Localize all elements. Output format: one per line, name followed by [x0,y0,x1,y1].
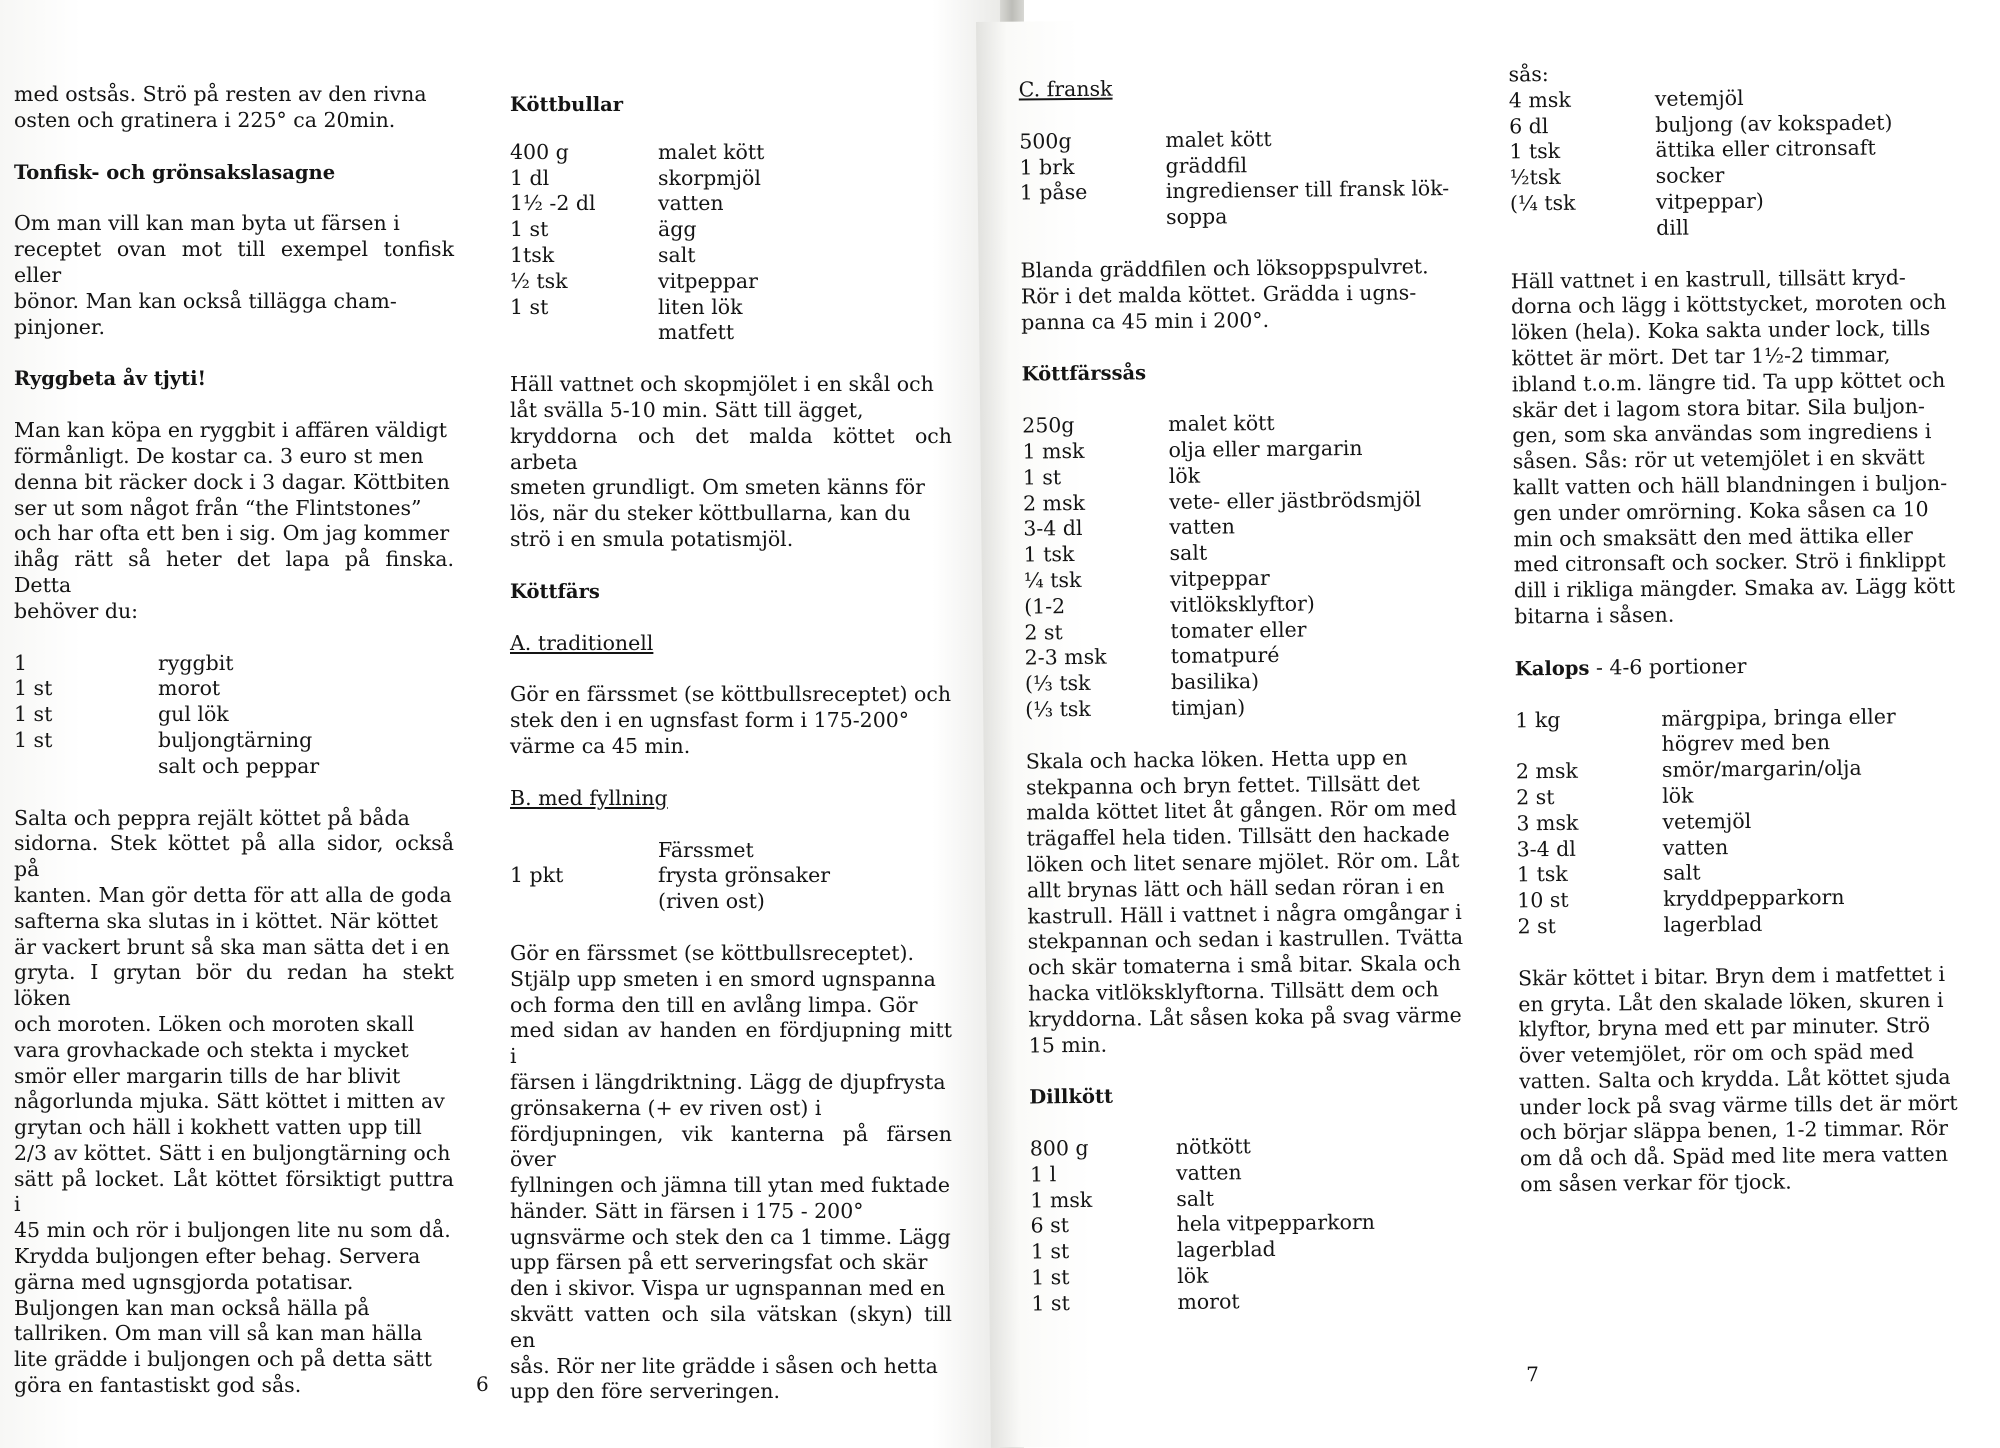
text-line: strö i en smula potatismjöl. [510,526,794,551]
ingredient-list [1515,703,1967,940]
text-line: Krydda buljongen efter behag. Servera [14,1244,421,1269]
ingredient-name: salt [1169,540,1208,566]
ingredient-name: (riven ost) [658,889,765,914]
ingredient-quantity: 2-3 msk [1024,645,1107,670]
ingredient-quantity: ½ tsk [510,268,568,293]
text-line: klyftor, bryna med ett par minuter. Strö [1518,1013,1931,1042]
ingredient-name: buljongtärning [158,727,313,752]
text-line: stekpannan och sedan i kastrullen. Tvätta [1027,925,1464,954]
ingredient-row [510,166,952,192]
ingredient-name: frysta grönsaker [658,863,831,888]
text-line: och skär tomaterna i små bitar. Skala och [1027,951,1461,980]
text-line: köttet är mört. Det tar 1½-2 timmar, [1511,342,1891,371]
ingredient-name: vetemjöl [1662,808,1752,834]
text-line: receptet ovan mot till exempel tonfisk eller [14,237,454,287]
tonfisk-text [14,211,454,340]
med-fyllning-method [510,941,952,1405]
text-line: såsen. Sås: rör ut vetemjölet i en skvätt [1512,445,1925,474]
ingredient-list [14,651,454,780]
text-line: gen, som ska användas som ingrediens i [1512,419,1932,448]
ingredient-name: vatten [1662,834,1729,860]
page-7 [976,11,2000,1448]
ingredient-quantity: (¼ tsk [1509,190,1576,216]
ingredient-quantity: 1 brk [1019,154,1075,180]
ingredient-name: malet kött [1165,126,1272,152]
text-line: Stjälp upp smeten i en smord ugnspanna [510,966,936,991]
text-line: 2/3 av köttet. Sätt i en buljongtärning och [14,1140,451,1165]
ingredient-quantity: 1 st [510,217,549,242]
text-line: sätt på locket. Låt köttet försiktigt puttra i [14,1166,454,1217]
text-line: bönor. Man kan också tillägga cham- [14,288,397,313]
text-line: med citronsaft och socker. Strö i finklippt [1513,548,1946,577]
text-line: och moroten. Löken och moroten skall [14,1011,415,1036]
text-line: under lock på svag värme tills det är mört [1519,1090,1958,1120]
text-line: sås. Rör ner lite grädde i såsen och hetta [510,1353,938,1378]
text-line: en gryta. Låt den skalade löken, skuren i [1518,987,1944,1016]
text-line: om då och då. Späd med lite mera vatten [1519,1142,1949,1171]
text-line: malda köttet litet åt gången. Rör om med [1026,796,1457,825]
ingredient-name: lagerblad [1663,911,1763,937]
ingredient-quantity: 1 l [1029,1162,1057,1187]
text-line: ibland t.o.m. längre tid. Ta upp köttet och [1511,367,1946,397]
ingredient-name: vete- eller jästbrödsmjöl [1168,486,1422,514]
ryggbeta-text [14,418,454,624]
text-line: om såsen verkar för tjock. [1520,1169,1792,1197]
ingredient-name: vitlöksklyftor) [1169,591,1315,617]
ingredient-name: vitpeppar) [1655,188,1764,214]
ingredient-quantity: 1 dl [510,165,550,190]
text-line: fyllningen och jämna till ytan med fuktade [510,1173,951,1198]
ingredient-name: vatten [1169,514,1236,540]
subtitle-fransk: C. fransk [1018,76,1113,102]
text-line: den i skivor. Vispa ur ugnspannan med en [510,1276,946,1301]
kalops-portions: - 4-6 portioner [1589,653,1747,680]
ingredient-row [1023,486,1463,516]
ingredient-quantity [510,889,658,915]
ingredient-name: malet kött [658,139,765,164]
page7-column-2 [1508,58,1970,1199]
text-line: ugnsvärme och stek den ca 1 timme. Lägg [510,1224,951,1249]
ingredient-name: gräddfil [1165,152,1248,178]
text-line: ihåg rätt så heter det lapa på finska. Detta [14,547,454,597]
ingredient-quantity [1510,216,1656,243]
ingredient-row [510,217,952,243]
ingredient-name: smör/margarin/olja [1661,755,1862,782]
ingredient-name: liten lök [658,294,743,319]
ingredient-quantity: 250g [1022,413,1075,438]
ingredient-name: lök [1177,1263,1209,1289]
page6-column-2 [510,92,952,1405]
ingredient-quantity: 1 tsk [1509,139,1561,164]
text-line: med ostsås. Strö på resten av den rivna [14,82,427,106]
fransk-method [1020,254,1461,336]
text-line: förmånligt. De kostar ca. 3 euro st men [14,443,424,468]
ingredient-quantity: 1 st [14,727,53,752]
dillkott-method [1511,264,1965,630]
text-line: skär det i lagom stora bitar. Sila buljon- [1511,393,1925,422]
ingredient-name: märgpipa, bringa eller [1661,703,1896,731]
text-line: grytan och häll i kokhett vatten upp till [14,1115,422,1140]
text-line: Blanda gräddfilen och löksoppspulvret. [1020,254,1429,283]
ingredient-row [1020,176,1460,206]
text-line: Salta och peppra rejält köttet på båda [14,805,410,830]
ingredient-quantity: 1 tsk [1023,542,1075,567]
ingredient-name: ryggbit [158,650,234,675]
text-line: och har ofta ett ben i sig. Om jag kommer [14,521,450,546]
recipe-title-kottfarssas: Köttfärssås [1021,361,1147,386]
ingredient-row [14,676,454,702]
text-line: 15 min. [1028,1032,1108,1058]
text-line: Rör i det malda köttet. Grädda i ugns- [1020,280,1417,309]
text-line: låt svälla 5-10 min. Sätt till ägget, [510,397,864,422]
ingredient-row [510,863,952,889]
text-line: Gör en färssmet (se köttbullsreceptet) och [510,682,952,707]
text-line: min och smaksätt den med ättika eller [1513,522,1913,551]
text-line: värme ca 45 min. [510,733,691,758]
text-line: Man kan köpa en ryggbit i affären väldigt [14,418,447,443]
text-line: Om man vill kan man byta ut färsen i [14,211,400,236]
text-line: löken (hela). Koka sakta under lock, tills [1511,316,1931,345]
ingredient-name: tomater eller [1170,617,1307,643]
ingredient-name: salt [1176,1186,1215,1211]
recipe-title-kottfars: Köttfärs [510,579,600,603]
ingredient-quantity: 1 st [1031,1290,1070,1316]
text-line: dill i rikliga mängder. Smaka av. Lägg kött [1513,573,1956,603]
ingredient-row [510,320,952,346]
ingredient-quantity [14,754,158,780]
ingredient-name: ingredienser till fransk lök- [1165,176,1450,204]
ingredient-quantity [510,838,658,864]
subtitle-traditionell: A. traditionell [510,630,654,655]
ingredient-name: vatten [658,191,724,216]
ingredient-quantity: 1 tsk [1516,862,1568,887]
text-line: löken och litet senare mjölet. Rör om. Låt [1026,847,1460,877]
ingredient-row [510,191,952,217]
ingredient-list [1509,84,1961,243]
text-line: och forma den till en avlång limpa. Gör [510,992,918,1017]
text-line: kanten. Man gör detta för att alla de goda [14,882,452,907]
ingredient-quantity: 3-4 dl [1516,836,1577,861]
ingredient-list [1019,125,1460,233]
text-line: färsen i längdriktning. Lägg de djupfrysta [510,1069,946,1094]
ingredient-quantity: 3-4 dl [1023,516,1083,541]
ingredient-quantity: 10 st [1517,887,1569,913]
ingredient-row [510,269,952,295]
ingredient-name: dill [1656,215,1690,240]
text-line: över vetemjölet, rör om och späd med [1518,1039,1915,1068]
kottfarssas-method [1026,745,1469,1059]
text-line: Gör en färssmet (se köttbullsreceptet). [510,940,915,965]
text-line: denna bit räcker dock i 3 dagar. Köttbiten [14,469,450,494]
ingredient-quantity: 1 st [1031,1265,1070,1290]
text-line: ser ut som något från “the Flintstones” [14,495,422,520]
text-line: fördjupningen, vik kanterna på färsen över [510,1121,952,1172]
ingredient-quantity: 2 st [1517,913,1556,939]
ingredient-row [510,838,952,864]
ingredient-name: högrev med ben [1661,730,1831,757]
ingredient-name: skorpmjöl [658,165,761,190]
ingredient-quantity: 4 msk [1508,87,1571,113]
ingredient-quantity [510,320,658,346]
text-line: sidorna. Stek köttet på alla sidor, också på [14,831,454,882]
ingredient-row [510,295,952,321]
subtitle-med-fyllning: B. med fyllning [510,785,668,810]
ingredient-name: basilika) [1170,669,1260,695]
page6-column-1 [14,82,454,1399]
text-line: grönsakerna (+ ev riven ost) i [510,1095,822,1120]
ingredient-quantity: 1 st [14,702,53,727]
ingredient-quantity: ½tsk [1509,165,1561,190]
sas-label: sås: [1508,62,1549,87]
text-line: lös, när du steker köttbullarna, kan du [510,501,911,526]
ingredient-quantity: 2 st [1516,784,1555,810]
text-line: kallt vatten och häll blandningen i buljon- [1512,470,1948,500]
page-number: 7 [1526,1362,1540,1387]
traditionell-text [510,682,952,759]
ingredient-name: Färssmet [658,837,754,862]
text-line: hacka vitlöksklyftorna. Tillsätt dem och [1028,977,1439,1006]
ingredient-row [14,728,454,754]
ingredient-list [1030,1132,1472,1317]
ingredient-name: nötkött [1175,1134,1251,1160]
text-line: kryddorna. Låt såsen koka på svag värme [1028,1002,1462,1032]
text-line: vatten. Salta och krydda. Låt köttet sjuda [1518,1064,1951,1094]
text-line: allt brynas lätt och häll sedan röran i en [1026,873,1445,903]
text-line: smeten grundligt. Om smeten känns för [510,475,925,500]
kalops-title: Kalops [1514,656,1590,681]
ingredient-row [14,651,454,677]
text-line: stekpanna och bryn fettet. Tillsätt det [1025,770,1420,800]
text-line: upp den före serveringen. [510,1379,781,1404]
ingredient-row [1031,1287,1471,1317]
text-line: vara grovhackade och stekta i mycket [14,1037,409,1062]
text-line: panna ca 45 min i 200°. [1021,307,1270,335]
page7-column-1 [1019,73,1472,1317]
ingredient-list [510,838,952,915]
ingredient-row [510,243,952,269]
text-line: upp färsen på ett serveringsfat och skär [510,1250,928,1275]
recipe-title-tonfisk: Tonfisk- och grönsakslasagne [14,160,336,184]
ingredient-quantity: (⅓ tsk [1024,670,1091,696]
ingredient-quantity: 1tsk [510,242,555,267]
kalops-method [1518,961,1970,1198]
ingredient-row [14,702,454,728]
ingredient-quantity: 6 dl [1508,113,1549,139]
ingredient-name: salt [1662,860,1701,886]
text-line: Häll vattnet och skopmjölet i en skål och [510,372,934,397]
text-line: bitarna i såsen. [1514,602,1675,629]
ingredient-quantity: 1 påse [1019,180,1088,205]
ingredient-name: timjan) [1171,695,1246,720]
ingredient-quantity: 1 msk [1022,438,1085,464]
ingredient-name: vetemjöl [1654,85,1744,111]
ingredient-quantity: 6 st [1030,1213,1070,1238]
text-line: trägaffel hela tiden. Tillsätt den hackade [1026,822,1450,851]
ingredient-name: olja eller margarin [1168,435,1363,462]
ingredient-name: morot [1177,1289,1240,1314]
text-line: stek den i en ugnsfast form i 175-200° [510,708,910,733]
ingredient-name: morot [158,676,221,701]
ingredient-name: ättika eller citronsaft [1655,135,1876,163]
text-line: gen under omrörning. Koka såsen ca 10 [1513,496,1929,526]
ingredient-name: soppa [1165,204,1228,230]
ingredient-name: vitpeppar [1169,565,1270,591]
text-line: 45 min och rör i buljongen lite nu som då. [14,1218,451,1243]
text-line: kryddorna och det malda köttet och arbeta [510,423,952,474]
text-line: pinjoner. [14,314,105,339]
ingredient-row [510,889,952,915]
ingredient-name: matfett [658,320,735,345]
ingredient-name: lök [1662,783,1694,808]
ingredient-quantity [1515,732,1661,759]
ingredient-name: salt och peppar [158,753,320,778]
text-line: gärna med ugnsgjorda potatisar. [14,1269,354,1294]
text-line: kastrull. Häll i vattnet i några omgångar i [1027,899,1462,929]
text-line: Häll vattnet i en kastrull, tillsätt kryd- [1510,264,1906,293]
ingredient-name: vitpeppar [658,268,758,293]
ingredient-name: kryddpepparkorn [1663,885,1845,911]
text-line: någorlunda mjuka. Sätt köttet i mitten av [14,1089,445,1114]
ingredient-row [510,140,952,166]
text-line: tallriken. Om man vill så kan man hälla [14,1321,423,1346]
ingredient-row [14,754,454,780]
ingredient-name: socker [1655,163,1725,189]
text-line: med sidan av handen en fördjupning mitt i [510,1018,952,1069]
ingredient-quantity: 3 msk [1516,810,1579,836]
text-line: Skala och hacka löken. Hetta upp en [1025,745,1408,774]
kottbullar-method [510,372,952,553]
ingredient-quantity: 2 msk [1022,490,1086,516]
ingredient-quantity: 2 st [1024,619,1063,645]
text-line: gryta. I grytan bör du redan ha stekt löken [14,960,454,1011]
ingredient-quantity: 500g [1019,128,1072,154]
ingredient-name: hela vitpepparkorn [1176,1210,1376,1237]
ingredient-name: lagerblad [1176,1237,1276,1263]
ingredient-quantity: 1 msk [1030,1187,1093,1213]
text-line: Skär köttet i bitar. Bryn dem i matfettet i [1517,961,1946,991]
text-line: behöver du: [14,598,139,623]
text-line: är vackert brunt så ska man sätta det i en [14,934,450,959]
ingredient-quantity [1020,205,1166,232]
text-line: smör eller margarin tills de har blivit [14,1063,401,1088]
ingredient-quantity: 1 st [510,294,549,319]
page-number: 6 [476,1372,489,1396]
ingredient-name: buljong (av kokspadet) [1654,110,1893,137]
recipe-title-kottbullar: Köttbullar [510,93,624,116]
ingredient-name: lök [1168,463,1201,488]
ingredient-quantity: 1 st [14,676,53,701]
ingredient-quantity: 1 st [1022,464,1062,490]
ingredient-name: vatten [1175,1160,1242,1185]
ingredient-name: ägg [658,217,697,242]
ingredient-list [1022,409,1465,723]
ingredient-name: gul lök [158,702,229,727]
ingredient-quantity: 400 g [510,139,569,164]
ryggbeta-method [14,806,454,1399]
ingredient-quantity: 1 st [1030,1239,1070,1264]
ingredient-quantity: 1 [14,650,28,675]
ingredient-name: malet kött [1168,411,1275,437]
ingredient-quantity: (⅓ tsk [1025,696,1091,722]
ingredient-name: salt [658,242,696,267]
text-line: Buljongen kan man också hälla på [14,1295,370,1320]
ingredient-quantity: ¼ tsk [1023,567,1082,593]
text-line: safterna ska slutas in i köttet. När köttet [14,908,438,933]
ingredient-quantity: 2 msk [1515,758,1578,784]
ingredient-quantity: 800 g [1029,1135,1089,1161]
ingredient-name: tomatpuré [1170,643,1280,669]
text-line: och börjar släppa benen, 1-2 timmar. Rör [1519,1116,1949,1145]
ingredient-quantity: 1 pkt [510,863,564,888]
text-line: skvätt vatten och sila vätskan (skyn) till en [510,1302,952,1352]
ingredient-row [1509,109,1959,140]
recipe-title-ryggbeta: Ryggbeta åv tjyti! [14,367,207,391]
text-line: dorna och lägg i köttstycket, moroten och [1510,290,1947,319]
ingredient-list [510,140,952,346]
ingredient-quantity: 1 kg [1515,707,1561,732]
text-line: händer. Sätt in färsen i 175 - 200° [510,1198,864,1223]
ingredient-quantity: 1½ -2 dl [510,191,596,216]
recipe-title-dillkott: Dillkött [1029,1084,1114,1109]
intro-text [14,82,454,134]
ingredient-quantity: (1-2 [1023,593,1066,619]
text-line: osten och gratinera i 225° ca 20min. [14,107,396,132]
text-line: göra en fantastiskt god sås. [14,1373,302,1398]
text-line: lite grädde i buljongen och på detta sätt [14,1347,432,1372]
